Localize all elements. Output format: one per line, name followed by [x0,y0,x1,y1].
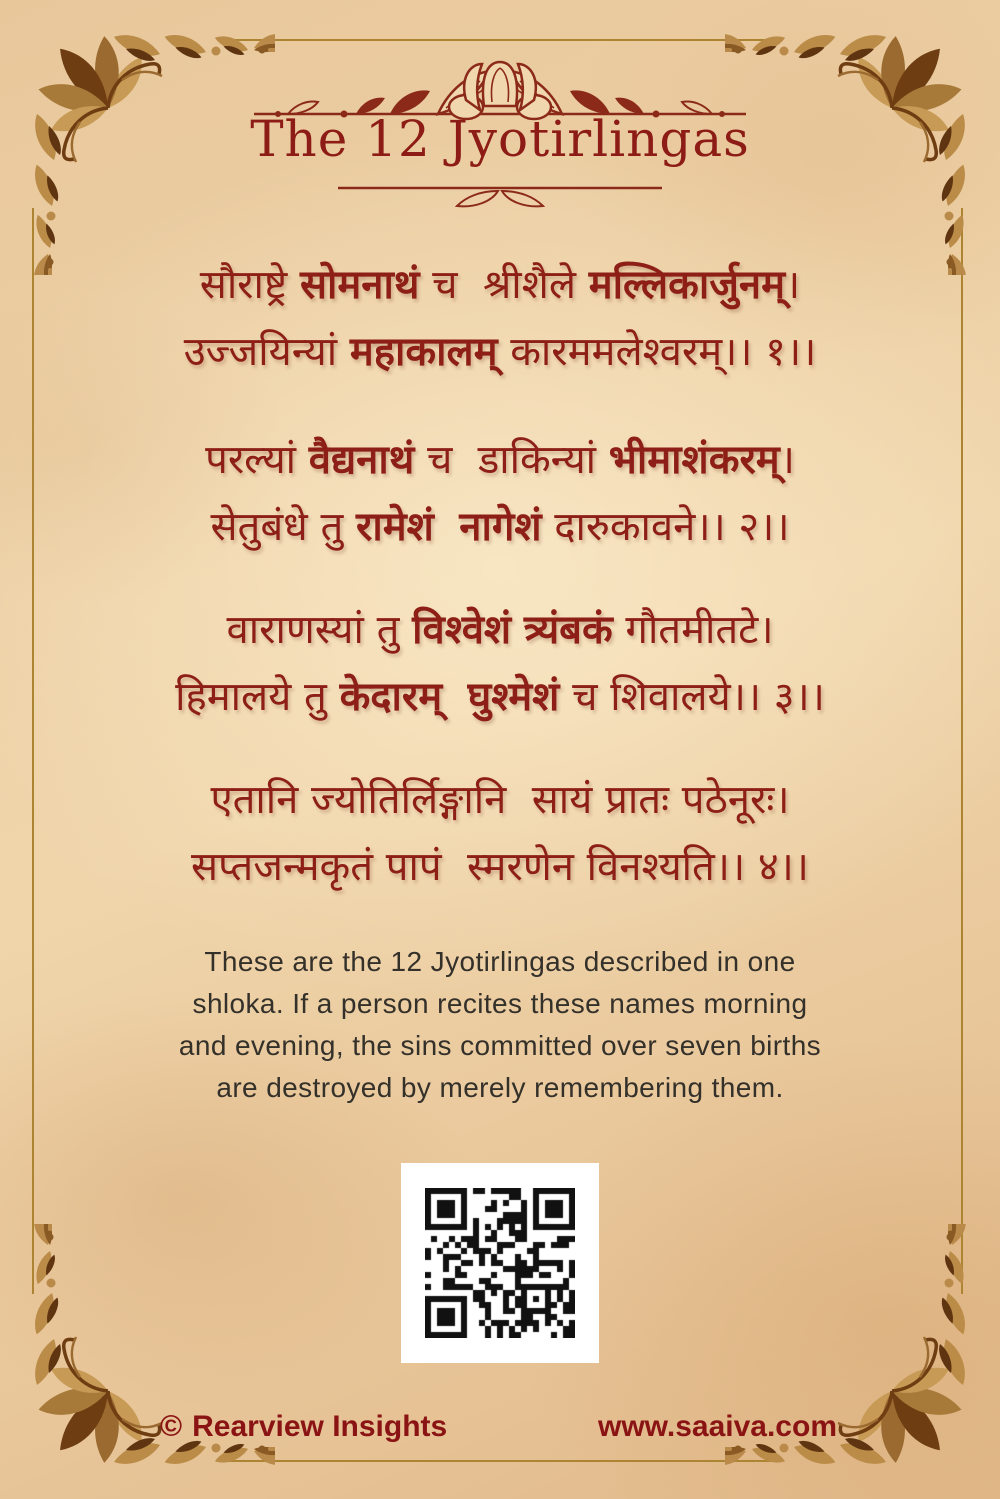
brand-name: Rearview Insights [192,1410,448,1443]
verse-line: सेतुबंधे तु रामेशं नागेशं दारुकावने।। २।। [210,504,790,550]
copyright-icon: © [160,1410,183,1443]
poster-title: The 12 Jyotirlingas [250,110,750,168]
verse-line: उज्जयिन्यां महाकालम् कारममलेश्वरम्।। १।। [183,329,817,375]
description [0,941,1000,1109]
frame-line-top [217,39,783,41]
frame-line-bottom [217,1460,783,1462]
verse [0,427,1000,561]
verse-line: हिमालये तु केदारम् घुश्मेशं च शिवालये।। ३।। [175,674,825,720]
verse [0,252,1000,386]
copyright-text [160,1410,447,1444]
verse-line: एतानि ज्योतिर्लिङ्गानि सायं प्रातः पठेनूरः। [210,777,790,823]
qr-card [401,1163,599,1363]
verse [0,597,1000,731]
verse-line: सप्तजन्मकृतं पापं स्मरणेन विनश्यति।। ४।। [191,844,809,890]
qr-code [425,1188,575,1338]
description-line: and evening, the sins committed over seven births [178,1030,822,1061]
leaf-underline-ornament-icon [330,178,670,210]
description-line: are destroyed by merely remembering them. [216,1072,784,1103]
footer [0,1410,1000,1450]
verse-line: वाराणस्यां तु विश्वेशं त्र्यंबकं गौतमीतटे। [226,607,774,653]
verse-line: सौराष्ट्रे सोमनाथं च श्रीशैले मल्लिकार्जुनम्। [199,262,801,308]
verse [0,767,1000,901]
description-line: shloka. If a person recites these names morning [192,988,808,1019]
website-text: www.saaiva.com [597,1410,837,1443]
description-line: These are the 12 Jyotirlingas described in one [204,946,796,977]
verse-line: परल्यां वैद्यनाथं च डाकिन्यां भीमाशंकरम्। [205,437,795,483]
